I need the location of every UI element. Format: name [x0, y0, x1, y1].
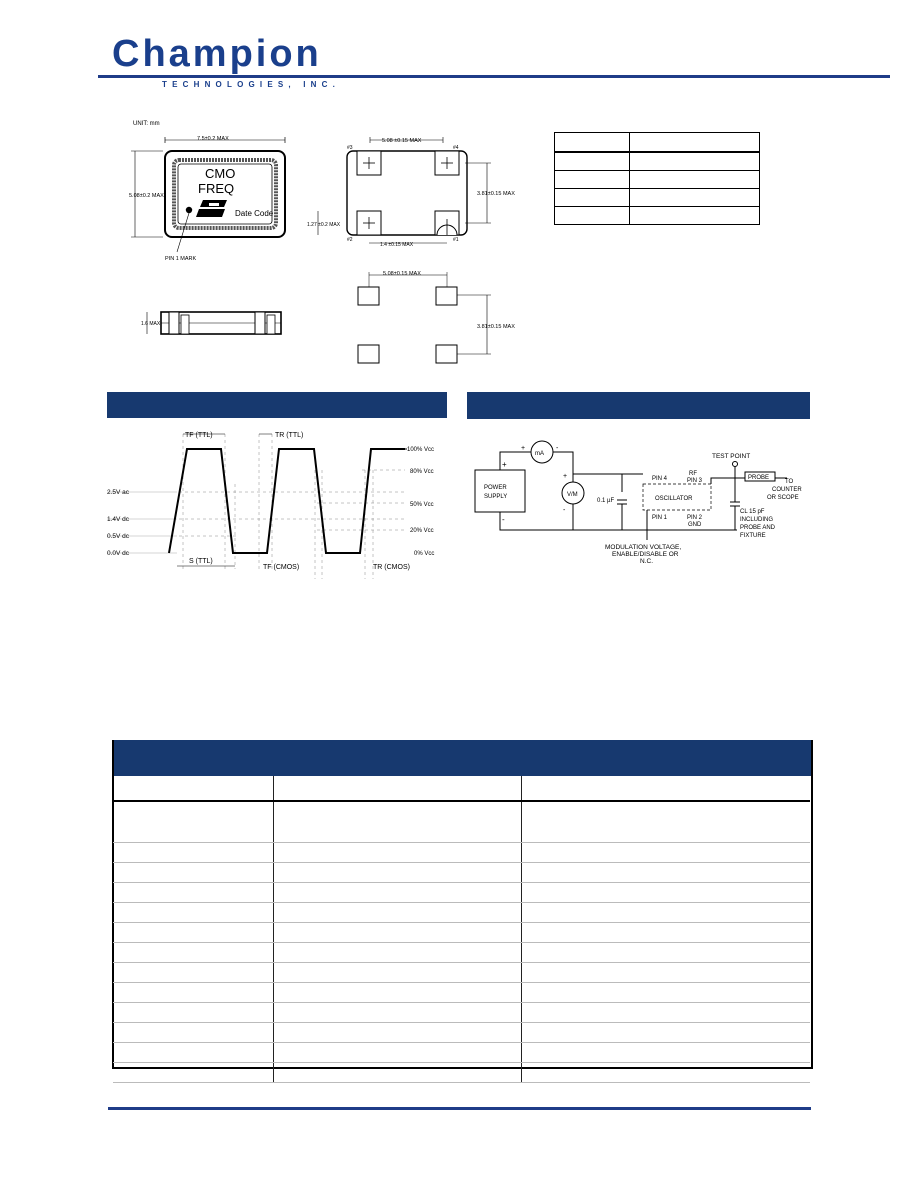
plus-sign: + [502, 460, 507, 469]
company-logo: Champion [112, 33, 322, 75]
capacitor-label: 0.1 µF [597, 498, 615, 504]
power-supply-label-2: SUPPLY [484, 494, 508, 500]
v14-label: 1.4V dc [107, 516, 130, 523]
minus-sign: - [502, 515, 505, 524]
table-row [113, 923, 810, 943]
v05-label: 0.5V dc [107, 533, 130, 540]
rf-label: RF [689, 471, 697, 477]
pin3-label: PIN 3 [687, 478, 703, 484]
date-code: Date Code [235, 209, 274, 218]
marking-line1: CMO [205, 166, 236, 181]
pin4-label: #4 [453, 145, 459, 151]
top-height-dim: 5.08±0.2 MAX [129, 193, 164, 199]
pin1-mark-label: PIN 1 MARK [165, 256, 197, 262]
voltmeter-label: V/M [567, 492, 578, 498]
pin3-label: #3 [347, 145, 353, 151]
table-row [113, 883, 810, 903]
table-row [113, 1003, 810, 1023]
side-height-dim: 1.6 MAX [141, 321, 161, 327]
top-view [129, 136, 285, 262]
table-row [113, 903, 810, 923]
table-row [113, 863, 810, 883]
symmetry-ttl-label: S (TTL) [189, 558, 213, 565]
bottom-width-dim: 5.08 ±0.15 MAX [382, 138, 422, 144]
marking-line2: FREQ [198, 181, 235, 196]
vcc80-label: 80% Vcc [410, 469, 434, 475]
tf-ttl-label: TF (TTL) [185, 432, 213, 439]
test-point-label: TEST POINT [712, 453, 751, 460]
table-row [113, 963, 810, 983]
pad-width-dim: 1.4 ±0.15 MAX [380, 242, 414, 248]
pin1-label: PIN 1 [652, 515, 668, 521]
cl-label-2: INCLUDING [740, 517, 774, 523]
scope-label: OR SCOPE [767, 495, 799, 501]
pin4-label: PIN 4 [652, 476, 668, 482]
v25-label: 2.5V ac [107, 489, 130, 496]
test-circuit-section-band [467, 392, 810, 419]
pin-function-table [554, 132, 760, 225]
package-drawing [125, 115, 545, 375]
land-width-dim: 5.08±0.15 MAX [383, 271, 421, 277]
probe-label: PROBE [748, 475, 770, 481]
v00-label: 0.0V dc [107, 550, 130, 557]
pin2-label: #2 [347, 237, 353, 243]
milliammeter-label: mA [535, 451, 544, 457]
header-rule [98, 75, 890, 78]
table-row [555, 207, 760, 225]
vcc100-label: 100% Vcc [407, 447, 435, 453]
modulation-label-2: ENABLE/DISABLE OR [612, 551, 679, 558]
bottom-view [307, 137, 515, 248]
cl-label-4: FIXTURE [740, 533, 766, 539]
table-row [555, 189, 760, 207]
modulation-label-3: N.C. [640, 558, 653, 565]
table-row [555, 133, 760, 153]
test-circuit-diagram [467, 430, 810, 570]
ma-plus: + [521, 445, 526, 452]
to-label: TO [785, 479, 794, 485]
pin1-label: #1 [453, 237, 459, 243]
land-height-dim: 3.81±0.15 MAX [477, 324, 515, 330]
vcc20-label: 20% Vcc [410, 528, 434, 534]
gnd-label: GND [688, 522, 702, 528]
tr-cmos-label: TR (CMOS) [373, 564, 410, 571]
waveform-trace [169, 449, 405, 553]
footer-rule [108, 1107, 811, 1110]
power-supply-label-1: POWER [484, 485, 507, 491]
tr-ttl-label: TR (TTL) [275, 432, 304, 439]
pad-height-dim: 1.27 ±0.2 MAX [307, 222, 341, 228]
tf-cmos-label: TF (CMOS) [263, 564, 300, 571]
vm-plus: + [563, 473, 568, 480]
ma-minus: - [556, 445, 559, 452]
table-row [113, 1043, 810, 1063]
land-pattern [358, 271, 515, 363]
top-width-dim: 7.5±0.2 MAX [197, 136, 229, 142]
oscillator-label: OSCILLATOR [655, 496, 693, 502]
table-row [113, 943, 810, 963]
side-view [141, 312, 281, 334]
vcc50-label: 50% Vcc [410, 502, 434, 508]
waveform-section-band [107, 392, 447, 418]
table-row [113, 1063, 810, 1083]
bottom-height-dim: 3.81±0.15 MAX [477, 191, 515, 197]
cl-label-3: PROBE AND [740, 525, 776, 531]
table-row [555, 171, 760, 189]
unit-label: UNIT: mm [133, 121, 160, 127]
counter-label: COUNTER [772, 487, 802, 493]
table-row [113, 776, 810, 801]
modulation-label-1: MODULATION VOLTAGE, [605, 544, 682, 551]
table-row [555, 152, 760, 171]
table-row [113, 801, 810, 843]
table-row [113, 1023, 810, 1043]
table-row [113, 843, 810, 863]
pin2-label: PIN 2 [687, 515, 703, 521]
vm-minus: - [563, 507, 566, 514]
table-row [113, 983, 810, 1003]
vcc0-label: 0% Vcc [414, 551, 435, 557]
company-logo-subtitle: TECHNOLOGIES, INC. [162, 80, 341, 89]
specifications-table [113, 776, 810, 1083]
cl-label-1: CL 15 pF [740, 509, 765, 515]
output-waveform-diagram [107, 424, 447, 584]
